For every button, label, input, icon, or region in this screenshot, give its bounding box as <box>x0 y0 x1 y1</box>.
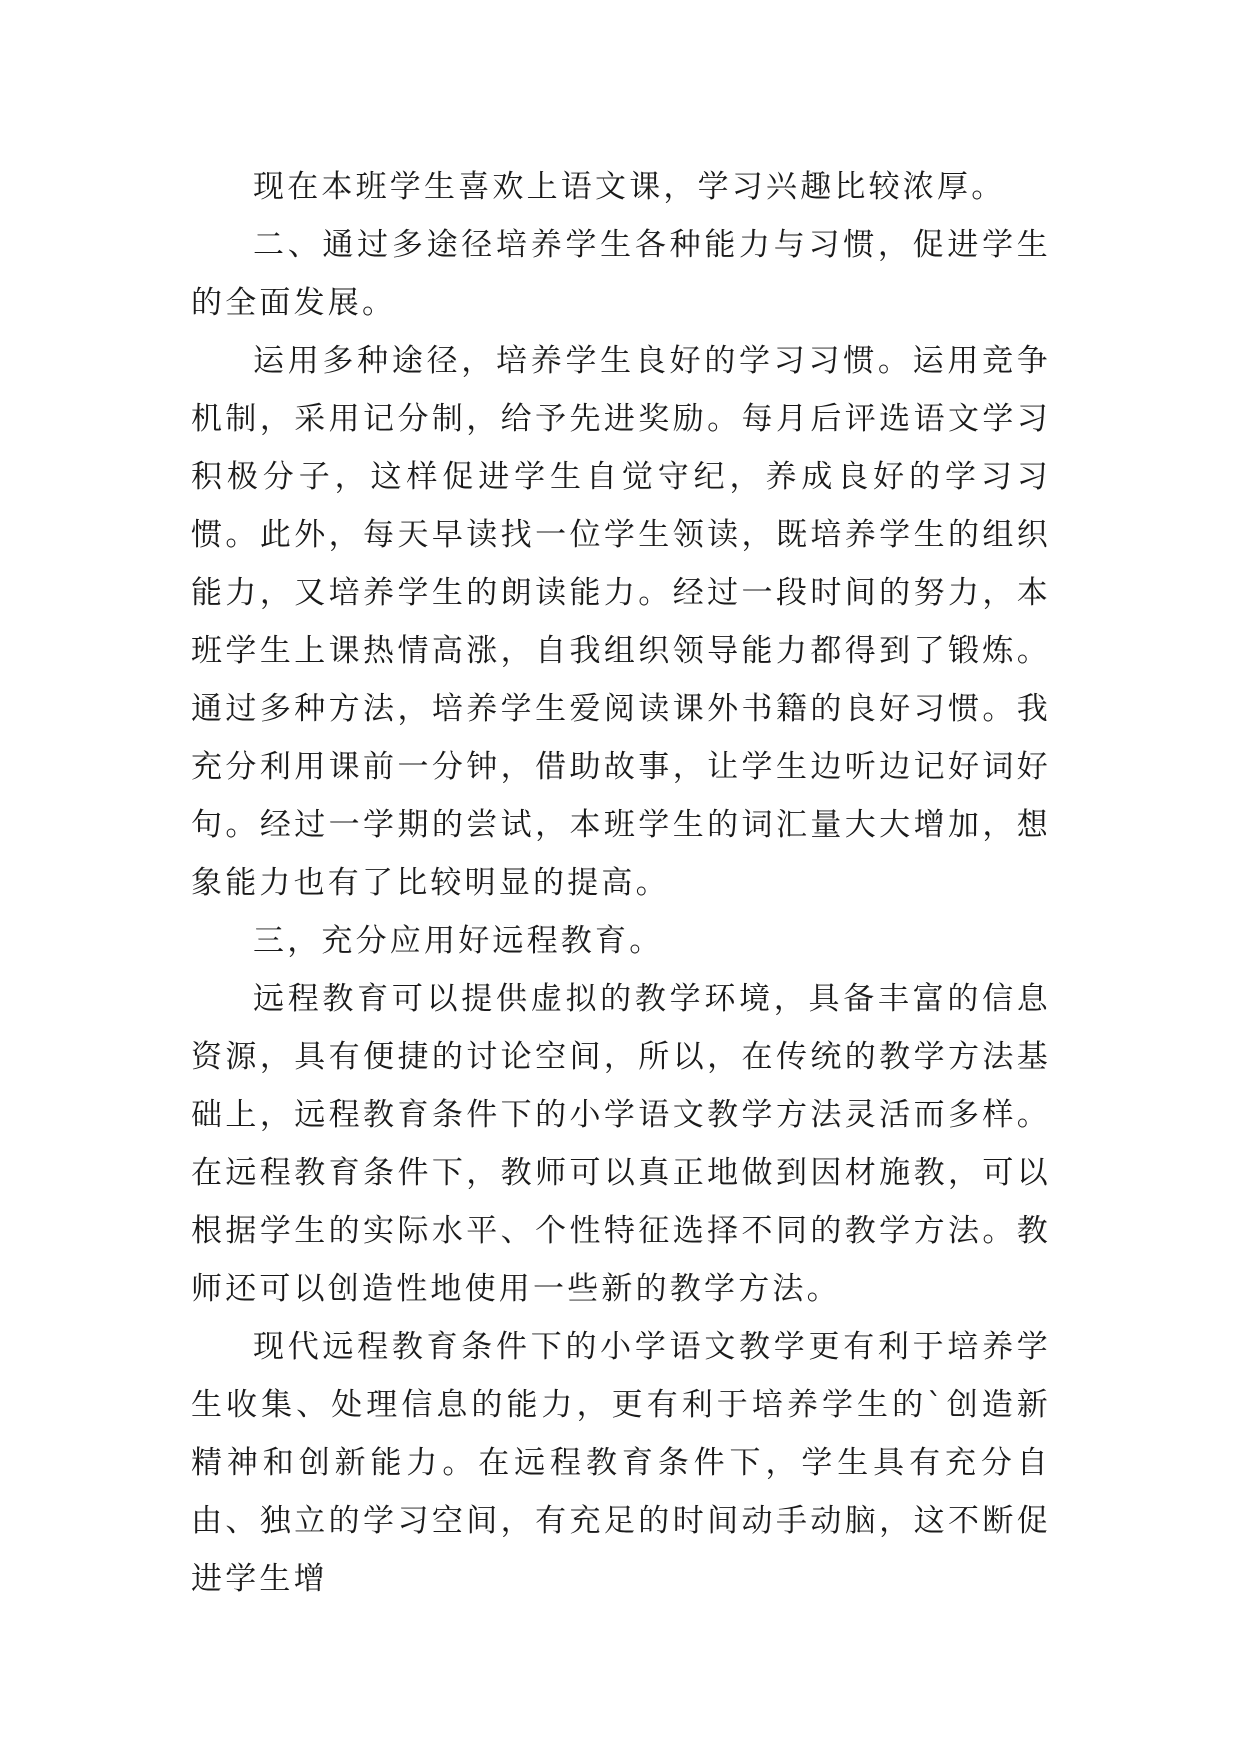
section-heading-three: 三，充分应用好远程教育。 <box>253 923 664 959</box>
document-body <box>191 158 1051 1608</box>
paragraph-remote-education: 远程教育可以提供虚拟的教学环境，具备丰富的信息资源，具有便捷的讨论空间，所以，在传统的教学方法基础上，远程教育条件下的小学语文教学方法灵活而多样。在远程教育条件下，教师可以真正地做到因材施教，可以根据学生的实际水平、个性特征选择不同的教学方法。教师还可以创造性地使用一些新的教学方法。 <box>191 981 1051 1307</box>
paragraph-modern-remote-education: 现代远程教育条件下的小学语文教学更有利于培养学生收集、处理信息的能力，更有利于培养学生的`创造新精神和创新能力。在远程教育条件下，学生具有充分自由、独立的学习空间，有充足的时间动手动脑，这不断促进学生增 <box>191 1329 1051 1597</box>
paragraph-habits: 运用多种途径，培养学生良好的学习习惯。运用竞争机制，采用记分制，给予先进奖励。每月后评选语文学习积极分子，这样促进学生自觉守纪，养成良好的学习习惯。此外，每天早读找一位学生领读，既培养学生的组织能力，又培养学生的朗读能力。经过一段时间的努力，本班学生上课热情高涨，自我组织领导能力都得到了锻炼。通过多种方法，培养学生爱阅读课外书籍的良好习惯。我充分利用课前一分钟，借助故事，让学生边听边记好词好句。经过一学期的尝试，本班学生的词汇量大大增加，想象能力也有了比较明显的提高。 <box>191 343 1051 901</box>
paragraph-interest: 现在本班学生喜欢上语文课，学习兴趣比较浓厚。 <box>253 169 1006 205</box>
section-heading-two: 二、通过多途径培养学生各种能力与习惯，促进学生的全面发展。 <box>191 227 1051 321</box>
